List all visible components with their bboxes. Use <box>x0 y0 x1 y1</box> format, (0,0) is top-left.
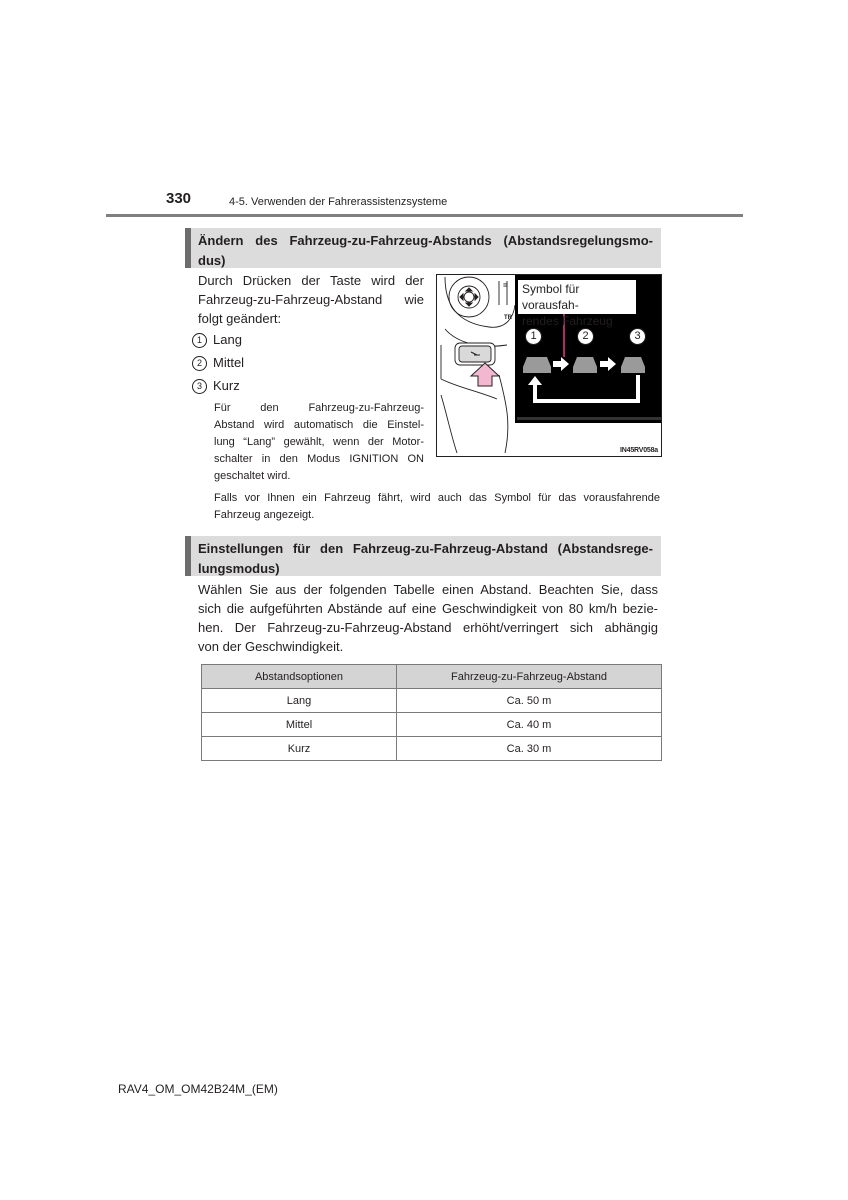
settings-paragraph <box>198 580 658 656</box>
table-header-row <box>202 665 662 689</box>
distance-button-figure <box>436 274 662 457</box>
callout-line: Symbol für vorausfah- <box>522 282 580 312</box>
number-marker: 2 <box>192 356 207 371</box>
section-heading-line: lungsmodus) <box>198 561 280 576</box>
text-line: sich die aufgeführten Abstände auf eine Geschwindigkeit von 80 km/h bezie- <box>198 601 658 616</box>
text-line: lung “Lang” gewählt, wenn der Motor- <box>214 436 424 448</box>
switch-label-tr: TR <box>504 315 512 321</box>
text-line: folgt geändert: <box>198 311 282 326</box>
table-cell: Lang <box>202 689 397 713</box>
page-number: 330 <box>166 190 192 207</box>
default-setting-note <box>214 400 424 485</box>
text-line: Fahrzeug angezeigt. <box>214 509 315 521</box>
section-heading-line: dus) <box>198 253 226 268</box>
switch-label-distance: = <box>503 281 508 290</box>
list-item-label: Lang <box>213 332 242 347</box>
table-cell: Ca. 40 m <box>397 713 662 737</box>
header-rule <box>106 214 743 217</box>
section-heading-line: Ändern des Fahrzeug-zu-Fahrzeug-Abstands (Abstandsregelungsmo- <box>198 233 653 248</box>
text-line: Durch Drücken der Taste wird der <box>198 273 424 288</box>
preceding-vehicle-note <box>214 490 660 524</box>
figure-marker-3: 3 <box>629 327 646 345</box>
table-row <box>202 737 662 761</box>
intro-paragraph <box>198 271 424 328</box>
table-cell: Mittel <box>202 713 397 737</box>
figure-marker-2: 2 <box>577 327 594 345</box>
callout-preceding-vehicle-symbol <box>518 280 636 328</box>
text-line: Falls vor Ihnen ein Fahrzeug fährt, wird auch das Symbol für das vorausfahrende <box>214 492 660 504</box>
text-line: Wählen Sie aus der folgenden Tabelle einen Abstand. Beachten Sie, dass <box>198 582 658 597</box>
text-line: Abstand wird automatisch die Einstel- <box>214 419 424 431</box>
number-marker: 1 <box>192 333 207 348</box>
number-marker: 3 <box>192 379 207 394</box>
footer-code: RAV4_OM_OM42B24M_(EM) <box>118 1082 278 1096</box>
table-row <box>202 713 662 737</box>
list-item-label: Mittel <box>213 355 245 370</box>
figure-marker-1: 1 <box>525 327 542 345</box>
table-cell: Ca. 30 m <box>397 737 662 761</box>
text-line: von der Geschwindigkeit. <box>198 639 344 654</box>
running-head: 4-5. Verwenden der Fahrerassistenzsysteme <box>229 196 448 208</box>
text-line: Für den Fahrzeug-zu-Fahrzeug- <box>214 402 424 414</box>
table-cell: Kurz <box>202 737 397 761</box>
list-item-kurz <box>192 377 240 395</box>
text-line: schalter in den Modus IGNITION ON <box>214 453 424 465</box>
list-item-label: Kurz <box>213 378 240 393</box>
section-heading-line: Einstellungen für den Fahrzeug-zu-Fahrzeug-Abstand (Abstandsrege- <box>198 541 653 556</box>
distance-table <box>201 664 662 761</box>
table-header-cell: Fahrzeug-zu-Fahrzeug-Abstand <box>397 665 662 689</box>
section-heading-distance-change <box>185 228 661 268</box>
list-item-lang <box>192 331 242 349</box>
figure-id: IN45RV058a <box>620 447 658 454</box>
table-cell: Ca. 50 m <box>397 689 662 713</box>
section-heading-distance-settings <box>185 536 661 576</box>
text-line: geschaltet wird. <box>214 470 291 482</box>
list-item-mittel <box>192 354 244 372</box>
callout-line: rendes Fahrzeug <box>522 314 613 328</box>
text-line: hen. Der Fahrzeug-zu-Fahrzeug-Abstand erhöht/verringert sich abhängig <box>198 620 658 635</box>
table-header-cell: Abstandsoptionen <box>202 665 397 689</box>
table-row <box>202 689 662 713</box>
text-line: Fahrzeug-zu-Fahrzeug-Abstand wie <box>198 292 424 307</box>
